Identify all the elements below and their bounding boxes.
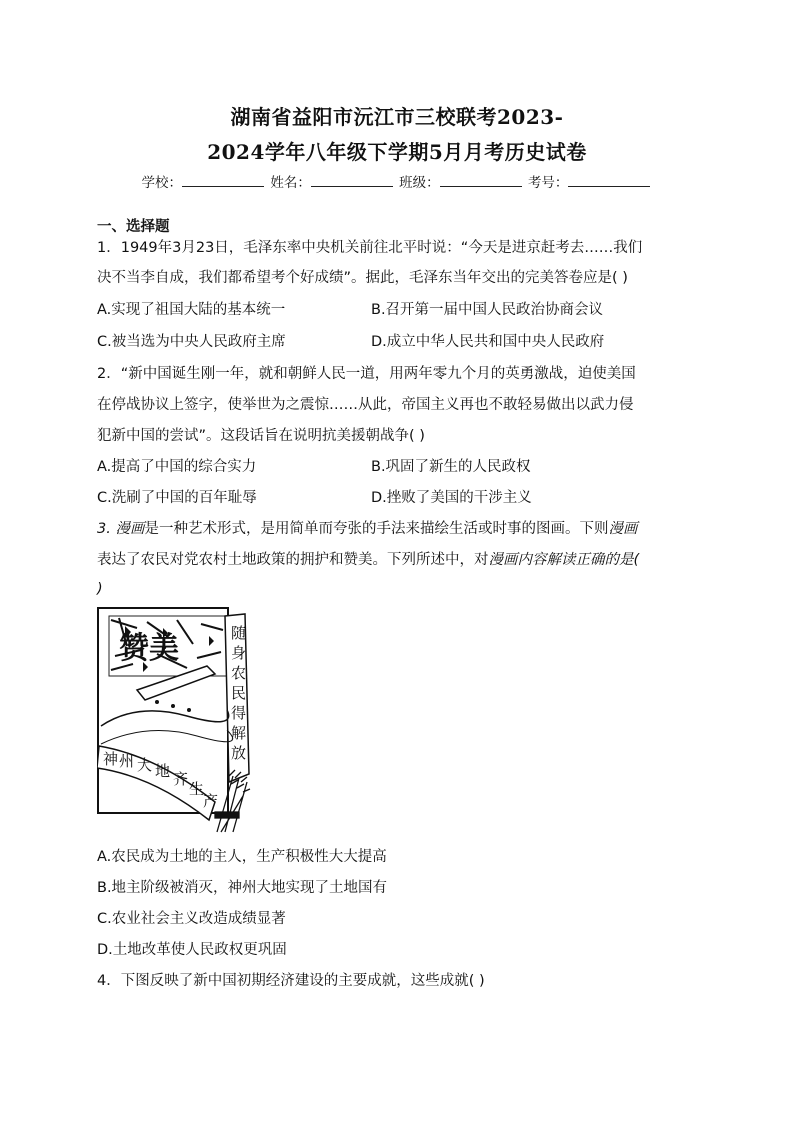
q3-term-cartoon-2: 漫画	[608, 521, 638, 537]
q1-option-d[interactable]: D.成立中华人民共和国中央人民政府	[371, 334, 605, 350]
q2-option-c[interactable]: C.洗刷了中国的百年耻辱	[97, 490, 257, 506]
cartoon-drawing	[97, 606, 257, 834]
exam-title-line-1: 湖南省益阳市沅江市三校联考2023-	[230, 105, 564, 129]
q3-cartoon-image	[97, 606, 257, 834]
q3-number: 3.	[97, 521, 116, 537]
q3-stem-line-2	[97, 550, 697, 570]
class-label: 班级：	[399, 175, 440, 191]
q3-stem-emphasis: 漫画内容解读正确的是(	[488, 552, 640, 568]
q3-option-d[interactable]: D.土地改革使人民政权更巩固	[97, 942, 287, 958]
cartoon-side-scroll	[225, 614, 251, 782]
q1-option-a[interactable]: A.实现了祖国大陆的基本统一	[97, 302, 286, 318]
q2-option-b[interactable]: B.巩固了新生的人民政权	[371, 459, 531, 475]
school-label: 学校：	[141, 175, 183, 191]
q3-option-b[interactable]: B.地主阶级被消灭，神州大地实现了土地国有	[97, 880, 388, 896]
name-blank[interactable]	[311, 173, 393, 187]
q2-option-a[interactable]: A.提高了中国的综合实力	[97, 459, 257, 475]
q2-stem-line-1: 2．“新中国诞生刚一年，就和朝鲜人民一道，用两年零九个月的英勇激战，迫使美国	[97, 366, 636, 382]
exam-title-line-2: 2024学年八年级下学期5月月考历史试卷	[207, 140, 587, 164]
q4-stem-line-1: 4．下图反映了新中国初期经济建设的主要成就，这些成就( )	[97, 973, 485, 989]
cartoon-side-text: 随 身 农 民 得 解 放	[231, 624, 247, 762]
class-blank[interactable]	[440, 173, 522, 187]
q1-option-c[interactable]: C.被当选为中央人民政府主席	[97, 334, 286, 350]
exam-number-label: 考号：	[527, 175, 569, 191]
q3-stem-text: 是一种艺术形式，是用简单而夸张的手法来描绘生活或时事的图画。下则	[144, 521, 609, 537]
q3-stem-close-paren: )	[97, 581, 103, 597]
q2-option-d[interactable]: D.挫败了美国的干涉主义	[371, 490, 532, 506]
exam-number-blank[interactable]	[568, 173, 650, 187]
name-label: 姓名：	[270, 175, 311, 191]
q1-stem-line-1: 1．1949年3月23日，毛泽东率中央机关前往北平时说：“今天是进京赶考去……我们	[97, 240, 643, 256]
school-blank[interactable]	[182, 173, 264, 187]
q3-term-cartoon: 漫画	[115, 521, 145, 537]
student-info-row	[0, 171, 794, 191]
q3-stem-text-2: 表达了农民对党农村土地政策的拥护和赞美。下列所述中，对	[97, 552, 489, 568]
section-heading: 一、选择题	[97, 219, 170, 235]
q3-option-c[interactable]: C.农业社会主义改造成绩显著	[97, 911, 286, 927]
q3-option-a[interactable]: A.农民成为土地的主人，生产积极性大大提高	[97, 849, 387, 865]
q1-option-b[interactable]: B.召开第一届中国人民政治协商会议	[371, 302, 604, 318]
cartoon-banner-title: 赞美	[119, 631, 179, 666]
q3-stem-line-1	[97, 519, 697, 539]
cartoon-bottom-text: 神 州 大 地 齐 生 产	[103, 750, 219, 810]
q2-stem-line-3: 犯新中国的尝试”。这段话旨在说明抗美援朝战争( )	[97, 428, 425, 444]
q2-stem-line-2: 在停战协议上签字，使举世为之震惊……从此，帝国主义再也不敢轻易做出以武力侵	[97, 397, 634, 413]
cartoon-banner	[109, 616, 227, 676]
q3-stem-line-3	[97, 579, 697, 599]
q1-stem-line-2: 决不当李自成，我们都希望考个好成绩”。据此，毛泽东当年交出的完美答卷应是( )	[97, 270, 628, 286]
